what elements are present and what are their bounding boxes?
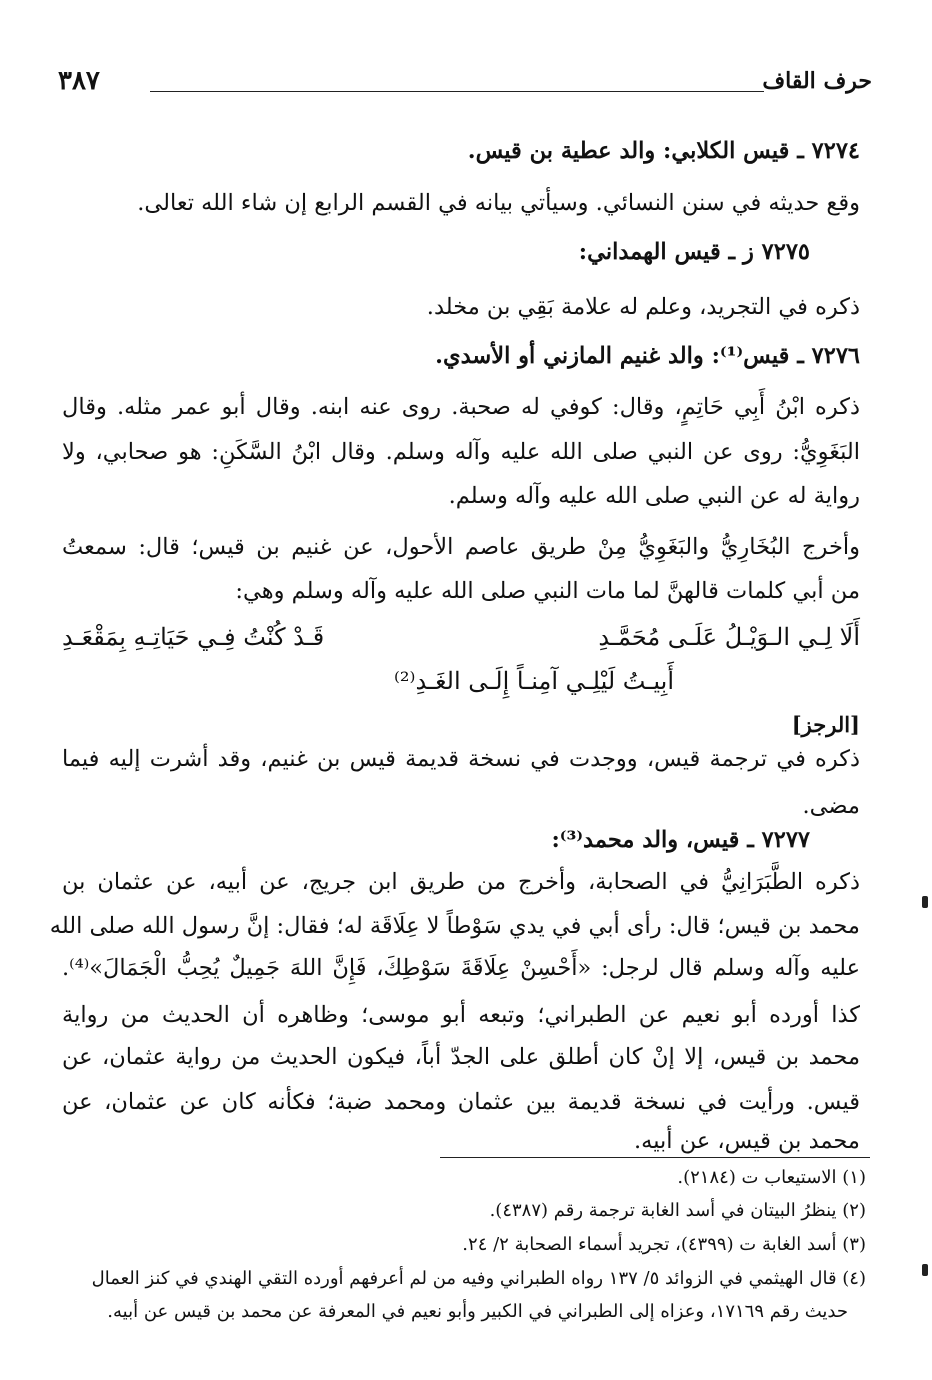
body-line: ذكره في التجريد، وعلم له علامة بَقِي بن مخلد. [426,294,860,320]
scan-edge-mark [922,1264,928,1276]
body-line: وقع حديثه في سنن النسائي. وسيأتي بيانه في القسم الرابع إن شاء الله تعالى. [137,190,860,216]
verse-meter: [الرجز] [791,712,860,737]
body-line: مضى. [802,793,860,819]
running-header [58,64,872,104]
footnote-4: (٤) قال الهيثمي في الزوائد ٥/ ١٣٧ رواه الطبراني وفيه من لم أعرفهم أورده التقي الهندي في كنز العمال [91,1268,866,1289]
body-line: قيس. ورأيت في نسخة قديمة بين عثمان ومحمد ضبة؛ فكأنه كان عن عثمان، عن [62,1089,860,1115]
entry-heading-7276: ٧٢٧٦ ـ قيس⁽¹⁾: والد غنيم المازني أو الأسدي. [435,343,860,369]
body-line: محمد بن قيس؛ قال: رأى أبي في يدي سَوْطاً لا عِلَاقَة له؛ فقال: إنَّ رسول الله صلى الله [49,913,860,939]
body-line: رواية له عن النبي صلى الله عليه وآله وسلم. [448,483,860,509]
body-line: البَغَوِيُّ: روى عن النبي صلى الله عليه وآله وسلم. وقال ابْنُ السَّكَنِ: هو صحابي، ولا [62,439,860,465]
verse-hemistich-2: قَـدْ كُنْتُ فِـي حَيَاتِـهِ بِمَقْعَـدِ [62,623,325,651]
footnote-separator [440,1157,870,1158]
header-rule [150,91,764,92]
chapter-title: حرف القاف [762,68,872,94]
body-line: محمد بن قيس، إلا إنْ كان أطلق على الجدّ أباً، فيكون الحديث من رواية عثمان، عن [62,1044,860,1070]
footnote-3: (٣) أسد الغابة ت (٤٣٩٩)، تجريد أسماء الصحابة ٢/ ٢٤. [462,1234,866,1255]
entry-heading-7274: ٧٢٧٤ ـ قيس الكلابي: والد عطية بن قيس. [467,138,860,164]
footnote-4-continuation: حديث رقم ١٧١٦٩، وعزاه إلى الطبراني في الكبير وأبو نعيم في المعرفة عن محمد بن قيس عن أبيه. [107,1301,848,1322]
verse-hemistich-1: أَلَا لِـي الـوَيْـلُ عَلَـى مُحَمَّـدِ [598,623,860,651]
verse-hemistich-3: أَبِيـتُ لَيْلِـي آمِنـاً إِلَـى الغَـدِ⁽²⁾ [394,667,674,695]
entry-heading-7275: ٧٢٧٥ ز ـ قيس الهمداني: [578,239,810,265]
body-line: كذا أورده أبو نعيم عن الطبراني؛ وتبعه أبو موسى؛ وظاهره أن الحديث من رواية [62,1002,860,1028]
page-number: ٣٨٧ [58,66,100,96]
footnote-1: (١) الاستيعاب ت (٢١٨٤). [677,1167,866,1188]
scan-edge-mark [922,896,928,908]
body-line: ذكره الطَّبَرَانِيُّ في الصحابة، وأخرج من طريق ابن جريج، عن أبيه، عن عثمان بن [62,869,860,895]
body-line: وأخرج البُخَارِيُّ والبَغَوِيُّ مِنْ طريق عاصم الأحول، عن غنيم بن قيس؛ قال: سمعتُ [62,534,860,560]
body-line: ذكره في ترجمة قيس، ووجدت في نسخة قديمة قيس بن غنيم، وقد أشرت إليه فيما [62,746,860,772]
body-line: من أبي كلمات قالهنَّ لما مات النبي صلى الله عليه وآله وسلم وهي: [235,578,860,604]
entry-heading-7277: ٧٢٧٧ ـ قيس، والد محمد⁽³⁾: [551,827,810,853]
footnote-2: (٢) ينظرُ البيتان في أسد الغابة ترجمة رقم (٤٣٨٧). [489,1200,866,1221]
body-line: عليه وآله وسلم قال لرجل: «أَحْسِنْ عِلَاقَةَ سَوْطِكَ، فَإِنَّ اللهَ جَمِيلٌ يُحِبُّ الْجَمَالَ»⁽⁴⁾. [62,955,860,981]
body-line: محمد بن قيس، عن أبيه. [634,1128,860,1154]
body-line: ذكره ابْنُ أَبِي حَاتِمٍ، وقال: كوفي له صحبة. روى عنه ابنه. وقال أبو عمر مثله. وقال [62,394,860,420]
